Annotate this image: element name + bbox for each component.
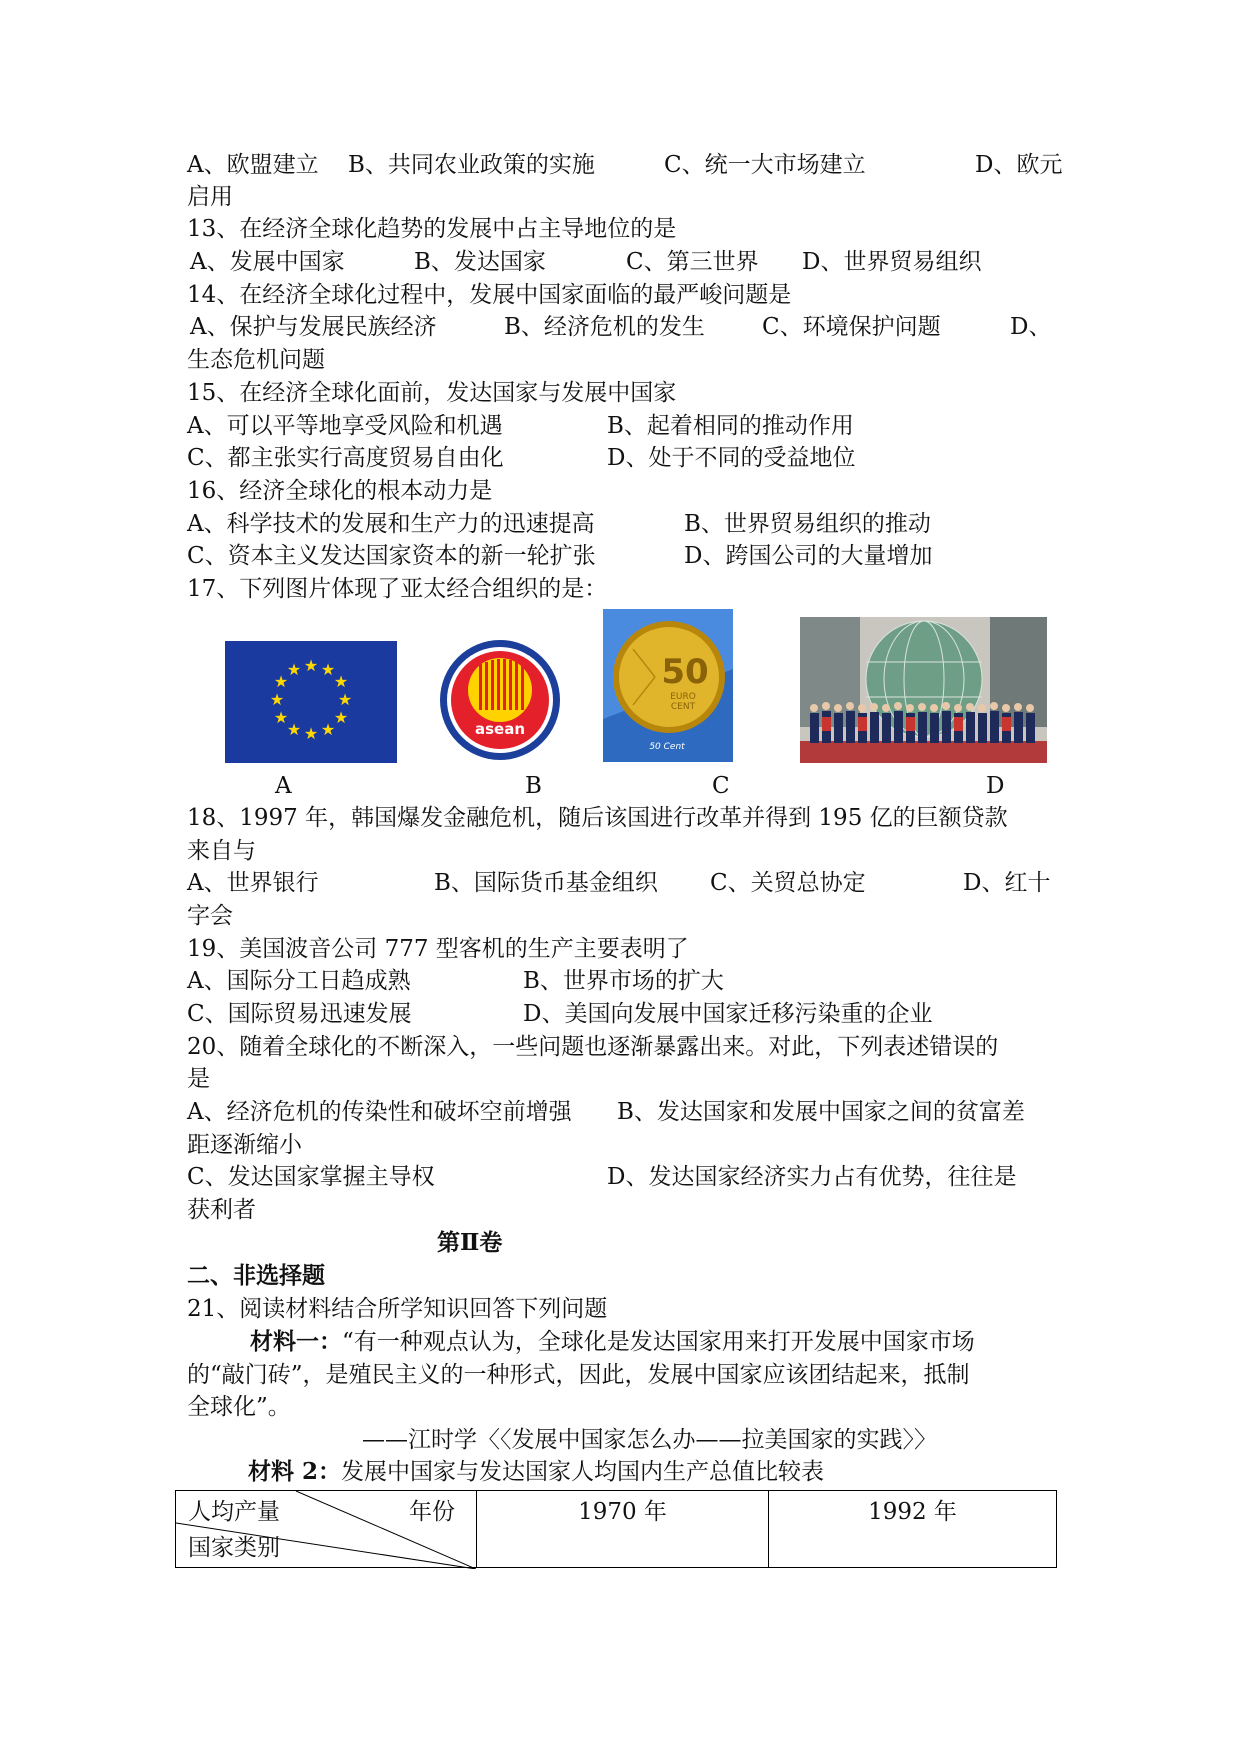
apec-leaders-photo	[800, 617, 1047, 763]
q16-option-d: D、跨国公司的大量增加	[684, 543, 933, 569]
q18-stem-cont: 来自与	[187, 838, 256, 864]
q18-option-c: C、关贸总协定	[710, 870, 866, 896]
q14-option-a: A、保护与发展民族经济	[190, 314, 437, 340]
q13-option-a: A、发展中国家	[190, 249, 345, 275]
section-title: 二、非选择题	[187, 1262, 325, 1289]
corner-label-output: 人均产量	[188, 1499, 280, 1525]
q17-label-b: B	[525, 773, 542, 799]
q15-option-a: A、可以平等地享受风险和机遇	[187, 413, 503, 439]
table-corner-cell	[176, 1491, 477, 1568]
svg-text:★: ★	[333, 708, 349, 727]
coin-unit-text-1: EURO	[670, 692, 696, 702]
q21-material-2	[248, 1457, 824, 1487]
q16-option-c: C、资本主义发达国家资本的新一轮扩张	[187, 543, 596, 569]
table-header-row	[176, 1491, 1057, 1568]
corner-label-year: 年份	[409, 1499, 455, 1525]
svg-text:★: ★	[273, 672, 289, 691]
svg-text:★: ★	[303, 724, 319, 743]
q12-option-c: C、统一大市场建立	[664, 152, 866, 178]
q13-option-d: D、世界贸易组织	[802, 249, 982, 275]
q20-stem-cont: 是	[187, 1066, 210, 1092]
q19-option-a: A、国际分工日趋成熟	[187, 968, 411, 994]
q20-option-d: D、发达国家经济实力占有优势，往往是	[607, 1164, 1017, 1190]
q14-option-b: B、经济危机的发生	[504, 314, 705, 340]
q20-option-b: B、发达国家和发展中国家之间的贫富差	[617, 1099, 1025, 1125]
svg-text:★: ★	[286, 660, 302, 679]
q14-stem: 14、在经济全球化过程中，发展中国家面临的最严峻问题是	[187, 282, 792, 308]
material-2-label: 材料 2：	[248, 1458, 342, 1485]
q20-option-d-cont: 获利者	[187, 1197, 256, 1223]
q12-option-a: A、欧盟建立	[187, 152, 319, 178]
q16-option-b: B、世界贸易组织的推动	[684, 511, 931, 537]
gdp-comparison-table	[175, 1490, 1057, 1568]
svg-text:★: ★	[303, 656, 319, 675]
eu-stars-icon	[225, 641, 397, 763]
material-1-source: ——江时学〈〈发展中国家怎么办——拉美国家的实践〉〉	[362, 1427, 937, 1453]
q14-option-c: C、环境保护问题	[762, 314, 941, 340]
q19-option-c: C、国际贸易迅速发展	[187, 1001, 412, 1027]
material-1-text: “有一种观点认为，全球化是发达国家用来打开发展中国家市场	[342, 1329, 975, 1355]
q17-label-a: A	[275, 773, 292, 799]
q15-option-b: B、起着相同的推动作用	[607, 413, 854, 439]
q19-option-d: D、美国向发展中国家迁移污染重的企业	[523, 1001, 933, 1027]
q20-option-b-cont: 距逐渐缩小	[187, 1132, 302, 1158]
eu-flag-image	[225, 641, 397, 763]
q12-option-b: B、共同农业政策的实施	[348, 152, 595, 178]
q16-stem: 16、经济全球化的根本动力是	[187, 478, 493, 504]
part-two-title: 第Ⅱ卷	[437, 1229, 503, 1256]
q21-material-1-line1	[250, 1327, 975, 1357]
svg-text:★: ★	[320, 720, 336, 739]
material-2-text: 发展中国家与发达国家人均国内生产总值比较表	[341, 1459, 825, 1485]
q18-option-a: A、世界银行	[187, 870, 319, 896]
q18-option-d: D、红十	[963, 870, 1051, 896]
coin-unit-text-2: CENT	[670, 702, 696, 712]
q17-label-d: D	[986, 773, 1005, 799]
svg-text:★: ★	[320, 660, 336, 679]
q18-stem: 18、1997 年，韩国爆发金融危机，随后该国进行改革并得到 195 亿的巨额贷款	[187, 805, 1008, 831]
asean-logo-image	[438, 638, 562, 762]
euro-coin-image	[603, 609, 733, 762]
q17-stem: 17、下列图片体现了亚太经合组织的是：	[187, 576, 608, 602]
q21-material-1-line2: 的“敲门砖”，是殖民主义的一种形式，因此，发展中国家应该团结起来，抵制	[187, 1362, 970, 1388]
svg-text:★: ★	[273, 708, 289, 727]
q21-material-1-line3: 全球化”。	[187, 1394, 291, 1420]
corner-label-country-type: 国家类别	[188, 1535, 280, 1561]
q13-stem: 13、在经济全球化趋势的发展中占主导地位的是	[187, 216, 677, 242]
q18-options-cont: 字会	[187, 903, 233, 929]
q15-option-d: D、处于不同的受益地位	[607, 445, 856, 471]
q14-option-d: D、	[1010, 314, 1052, 340]
q20-option-a: A、经济危机的传染性和破坏空前增强	[187, 1099, 572, 1125]
q20-stem: 20、随着全球化的不断深入，一些问题也逐渐暴露出来。对此，下列表述错误的	[187, 1034, 999, 1060]
coin-caption-text: 50 Cent	[649, 742, 685, 752]
svg-text:★: ★	[333, 672, 349, 691]
q15-stem: 15、在经济全球化面前，发达国家与发展中国家	[187, 380, 677, 406]
q12-option-d: D、欧元	[975, 152, 1063, 178]
svg-text:★: ★	[269, 690, 285, 709]
table-header-1970: 1970 年	[477, 1491, 769, 1568]
q17-label-c: C	[712, 773, 730, 799]
svg-text:★: ★	[286, 720, 302, 739]
q18-option-b: B、国际货币基金组织	[434, 870, 658, 896]
q12-options-line2: 启用	[187, 184, 233, 210]
material-1-label: 材料一：	[250, 1328, 342, 1355]
table-header-1992: 1992 年	[769, 1491, 1057, 1568]
q20-option-c: C、发达国家掌握主导权	[187, 1164, 435, 1190]
q14-options-cont: 生态危机问题	[187, 347, 325, 373]
q13-option-b: B、发达国家	[414, 249, 546, 275]
q21-stem: 21、阅读材料结合所学知识回答下列问题	[187, 1296, 608, 1322]
q15-option-c: C、都主张实行高度贸易自由化	[187, 445, 504, 471]
q19-stem: 19、美国波音公司 777 型客机的生产主要表明了	[187, 936, 689, 962]
q19-option-b: B、世界市场的扩大	[523, 968, 724, 994]
q16-option-a: A、科学技术的发展和生产力的迅速提高	[187, 511, 595, 537]
svg-text:★: ★	[337, 690, 353, 709]
asean-logo-text: asean	[474, 720, 526, 738]
coin-value-text: 50	[661, 652, 709, 692]
q13-option-c: C、第三世界	[626, 249, 759, 275]
